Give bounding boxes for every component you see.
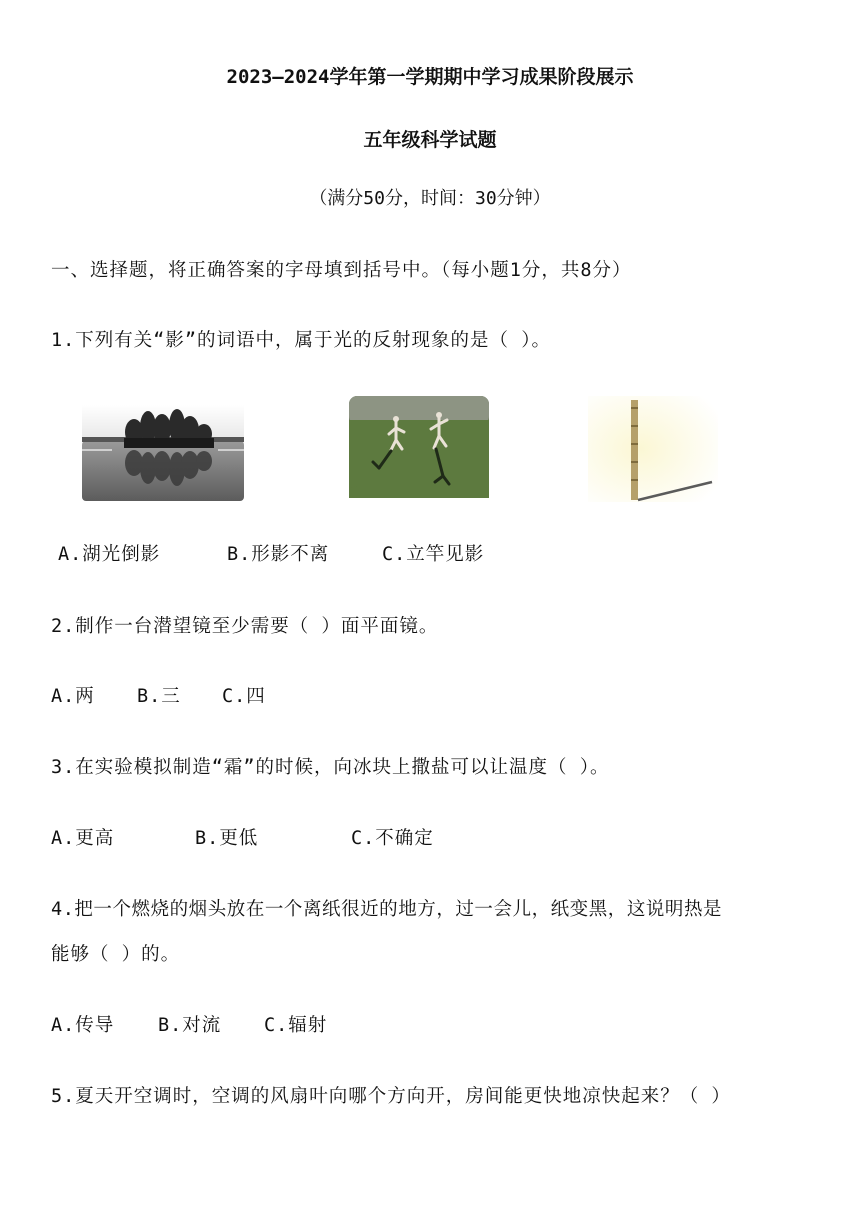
question-4-option-c[interactable]: C.辐射 [264,1015,328,1036]
question-4-stem-line-1: 4.把一个燃烧的烟头放在一个离纸很近的地方，过一会儿，纸变黑，这说明热是 [51,899,723,920]
people-shadow-photo [349,396,489,498]
pole-shadow-photo [588,396,718,502]
section-heading: 一、选择题，将正确答案的字母填到括号中。（每小题1分，共8分） [51,260,632,281]
question-2-option-b[interactable]: B.三 [137,686,181,707]
question-2-option-a[interactable]: A.两 [51,686,95,707]
page-title: 2023—2024学年第一学期期中学习成果阶段展示 [226,66,634,88]
question-3-option-b[interactable]: B.更低 [195,828,259,849]
question-4-option-b[interactable]: B.对流 [158,1015,222,1036]
question-3-option-a[interactable]: A.更高 [51,828,115,849]
question-1-stem: 1.下列有关“影”的词语中，属于光的反射现象的是（ ）。 [51,330,551,351]
question-1-option-c[interactable]: C.立竿见影 [382,544,485,565]
question-1-option-b[interactable]: B.形影不离 [227,544,330,565]
question-3-stem: 3.在实验模拟制造“霜”的时候，向冰块上撒盐可以让温度（ ）。 [51,757,610,778]
exam-subtitle: 五年级科学试题 [363,129,497,151]
question-4-option-a[interactable]: A.传导 [51,1015,115,1036]
question-4-stem-line-2: 能够（ ）的。 [51,944,181,965]
question-2-option-c[interactable]: C.四 [222,686,266,707]
question-1-option-a[interactable]: A.湖光倒影 [58,544,161,565]
exam-meta: （满分50分，时间：30分钟） [309,188,551,209]
question-3-option-c[interactable]: C.不确定 [351,828,434,849]
question-5-stem: 5.夏天开空调时，空调的风扇叶向哪个方向开，房间能更快地凉快起来？（ ） [51,1086,731,1107]
question-2-stem: 2.制作一台潜望镜至少需要（ ）面平面镜。 [51,616,439,637]
lake-reflection-photo [82,405,244,501]
